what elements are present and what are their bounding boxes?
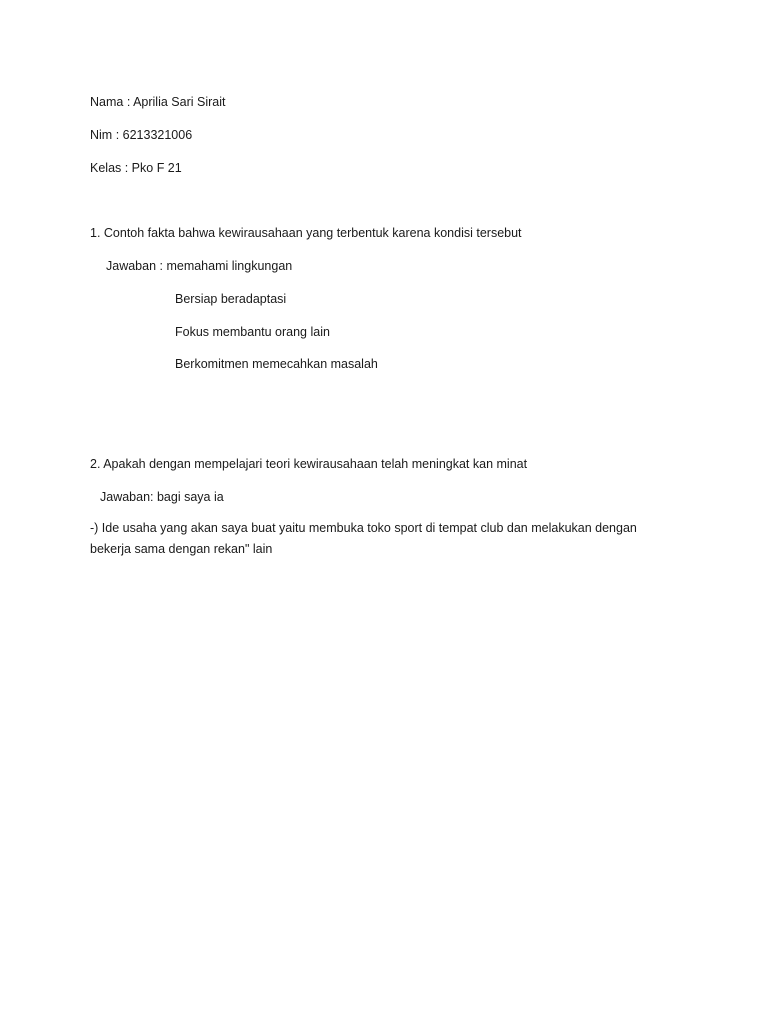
student-class: Kelas : Pko F 21 — [90, 161, 182, 175]
question-1-answer-item: Fokus membantu orang lain — [175, 325, 330, 339]
question-1: 1. Contoh fakta bahwa kewirausahaan yang terbentuk karena kondisi tersebut — [90, 226, 522, 240]
question-2-idea: -) Ide usaha yang akan saya buat yaitu membuka toko sport di tempat club dan melakukan dengan bekerja sama dengan rekan" lain — [90, 521, 637, 556]
question-1-answer-item: Berkomitmen memecahkan masalah — [175, 357, 378, 371]
student-name: Nama : Aprilia Sari Sirait — [90, 95, 226, 109]
question-2: 2. Apakah dengan mempelajari teori kewirausahaan telah meningkat kan minat — [90, 457, 528, 471]
question-1-answer-item: Bersiap beradaptasi — [175, 292, 287, 306]
question-2-answer: Jawaban: bagi saya ia — [100, 490, 224, 504]
question-1-answer-intro: Jawaban : memahami lingkungan — [106, 259, 293, 273]
student-nim: Nim : 6213321006 — [90, 128, 193, 142]
